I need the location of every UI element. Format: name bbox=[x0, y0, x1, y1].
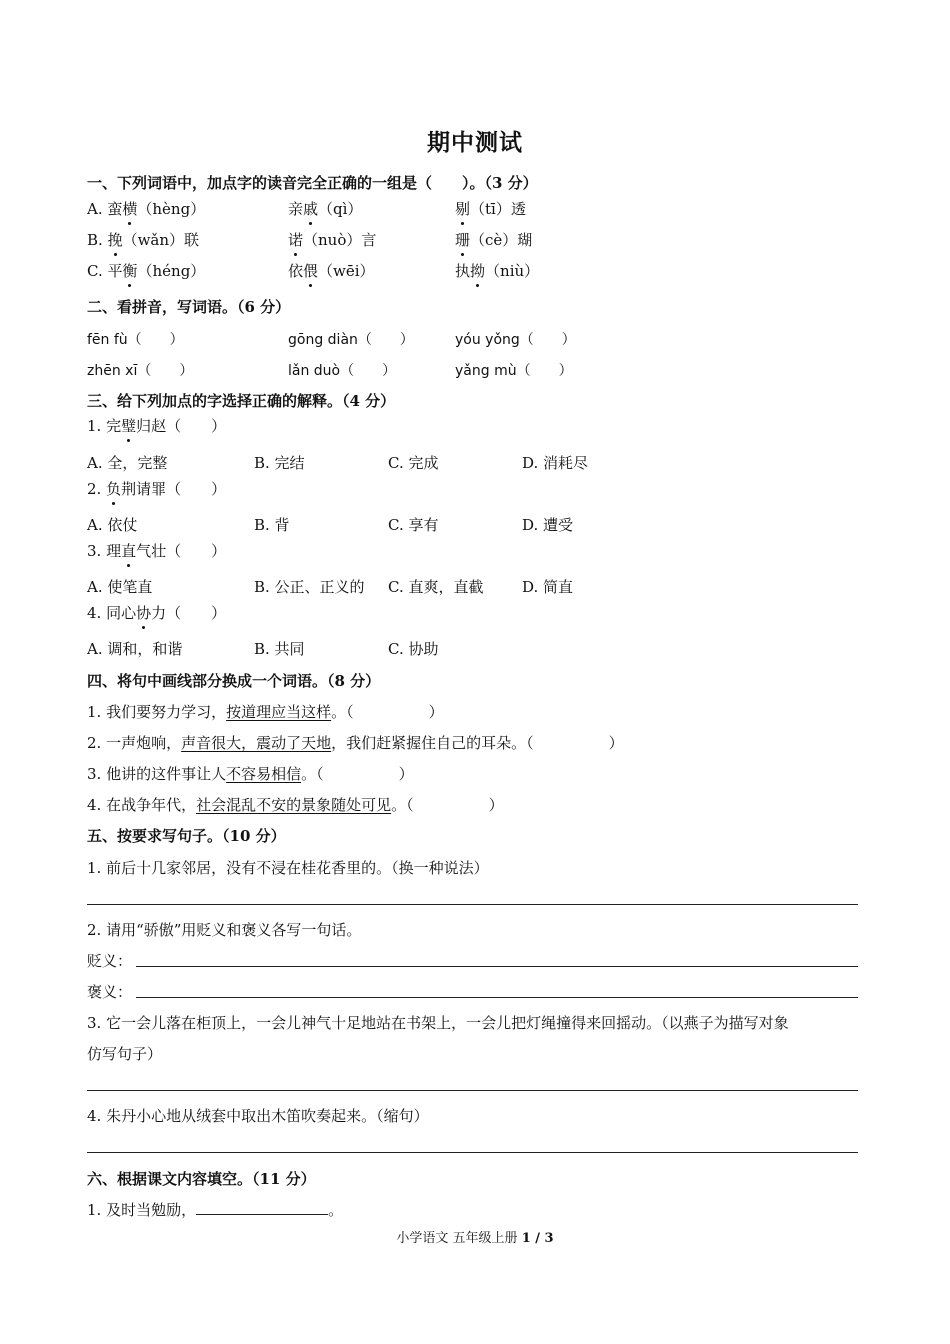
pinyin-item: fēn fù（ ） bbox=[87, 332, 184, 348]
s5-question-2: 2. 请用“骄傲”用贬义和褒义各写一句话。 bbox=[87, 921, 362, 939]
page-number: 1 / 3 bbox=[521, 1231, 554, 1246]
page-footer: 小学语文 五年级上册 1 / 3 bbox=[396, 1231, 554, 1246]
s3-q2-option: B. 背 bbox=[254, 516, 290, 534]
s3-q2-option: D. 遭受 bbox=[522, 516, 574, 534]
section-3-heading: 三、给下列加点的字选择正确的解释。（4 分） bbox=[87, 392, 396, 410]
s5-question-1: 1. 前后十几家邻居，没有不浸在桂花香里的。（换一种说法） bbox=[87, 859, 489, 877]
s1-option-a-3: 剔（tī）透 bbox=[455, 200, 526, 218]
s3-q3-option: C. 直爽，直截 bbox=[388, 578, 484, 596]
s5-question-3-line-2: 仿写句子） bbox=[87, 1045, 163, 1063]
s3-q1-option: C. 完成 bbox=[388, 454, 439, 472]
page-title: 期中测试 bbox=[427, 129, 523, 156]
pinyin-item: gōng diàn（ ） bbox=[288, 332, 414, 348]
s3-question-3: 3. 理直气壮（ ） bbox=[87, 542, 227, 560]
s1-option-c-3: 执拗（niù） bbox=[455, 262, 540, 280]
s1-option-b-3: 珊（cè）瑚 bbox=[455, 231, 533, 249]
s5-question-3-line-1: 3. 它一会儿落在柜顶上，一会儿神气十足地站在书架上，一会儿把灯绳撞得来回摇动。（以燕子为描写对象 bbox=[87, 1014, 789, 1032]
answer-line[interactable] bbox=[87, 1152, 858, 1153]
s3-q3-option: A. 使笔直 bbox=[87, 578, 153, 596]
answer-line[interactable] bbox=[87, 1090, 858, 1091]
answer-line[interactable] bbox=[136, 966, 858, 967]
s1-option-a-1: A. 蛮横（hèng） bbox=[87, 200, 206, 218]
s4-item-2: 2. 一声炮响，声音很大，震动了天地，我们赶紧握住自己的耳朵。（ ） bbox=[87, 734, 624, 752]
s3-q4-option: C. 协助 bbox=[388, 640, 439, 658]
s4-item-4: 4. 在战争年代，社会混乱不安的景象随处可见。（ ） bbox=[87, 796, 504, 814]
section-6-heading: 六、根据课文内容填空。（11 分） bbox=[87, 1170, 316, 1188]
s1-option-c-1: C. 平衡（héng） bbox=[87, 262, 206, 280]
s3-question-2: 2. 负荆请罪（ ） bbox=[87, 480, 227, 498]
s1-option-b-2: 诺（nuò）言 bbox=[288, 231, 377, 249]
s3-question-1: 1. 完璧归赵（ ） bbox=[87, 417, 227, 435]
pinyin-item: zhēn xī（ ） bbox=[87, 363, 194, 379]
s3-question-4: 4. 同心协力（ ） bbox=[87, 604, 227, 622]
s3-q2-option: C. 享有 bbox=[388, 516, 439, 534]
section-4-heading: 四、将句中画线部分换成一个词语。（8 分） bbox=[87, 672, 381, 690]
fill-blank[interactable] bbox=[196, 1200, 328, 1215]
answer-line[interactable] bbox=[136, 997, 858, 998]
s3-q2-option: A. 依仗 bbox=[87, 516, 138, 534]
s3-q3-option: B. 公正、正义的 bbox=[254, 578, 365, 596]
s3-q1-option: A. 全，完整 bbox=[87, 454, 168, 472]
s4-item-1: 1. 我们要努力学习，按道理应当这样。（ ） bbox=[87, 703, 444, 721]
section-1-heading: 一、下列词语中，加点字的读音完全正确的一组是（ ）。（3 分） bbox=[87, 174, 538, 192]
pinyin-item: yóu yǒng（ ） bbox=[455, 332, 576, 348]
s4-item-3: 3. 他讲的这件事让人不容易相信。（ ） bbox=[87, 765, 414, 783]
s1-option-a-2: 亲戚（qì） bbox=[288, 200, 363, 218]
s1-option-c-2: 依偎（wēi） bbox=[288, 262, 375, 280]
pinyin-item: yǎng mù（ ） bbox=[455, 363, 573, 379]
answer-line[interactable] bbox=[87, 904, 858, 905]
s3-q1-option: B. 完结 bbox=[254, 454, 305, 472]
section-2-heading: 二、看拼音，写词语。（6 分） bbox=[87, 298, 291, 316]
s3-q3-option: D. 简直 bbox=[522, 578, 574, 596]
s1-option-b-1: B. 挽（wǎn）联 bbox=[87, 231, 200, 249]
s5-commendatory-label: 褒义： bbox=[87, 983, 133, 1001]
pinyin-item: lǎn duò（ ） bbox=[288, 363, 397, 379]
s6-question-1: 1. 及时当勉励， 。 bbox=[87, 1201, 344, 1219]
s3-q4-option: B. 共同 bbox=[254, 640, 305, 658]
s5-question-4: 4. 朱丹小心地从绒套中取出木笛吹奏起来。（缩句） bbox=[87, 1107, 429, 1125]
s5-derogatory-label: 贬义： bbox=[87, 952, 133, 970]
section-5-heading: 五、按要求写句子。（10 分） bbox=[87, 827, 286, 845]
s3-q4-option: A. 调和，和谐 bbox=[87, 640, 183, 658]
s3-q1-option: D. 消耗尽 bbox=[522, 454, 589, 472]
